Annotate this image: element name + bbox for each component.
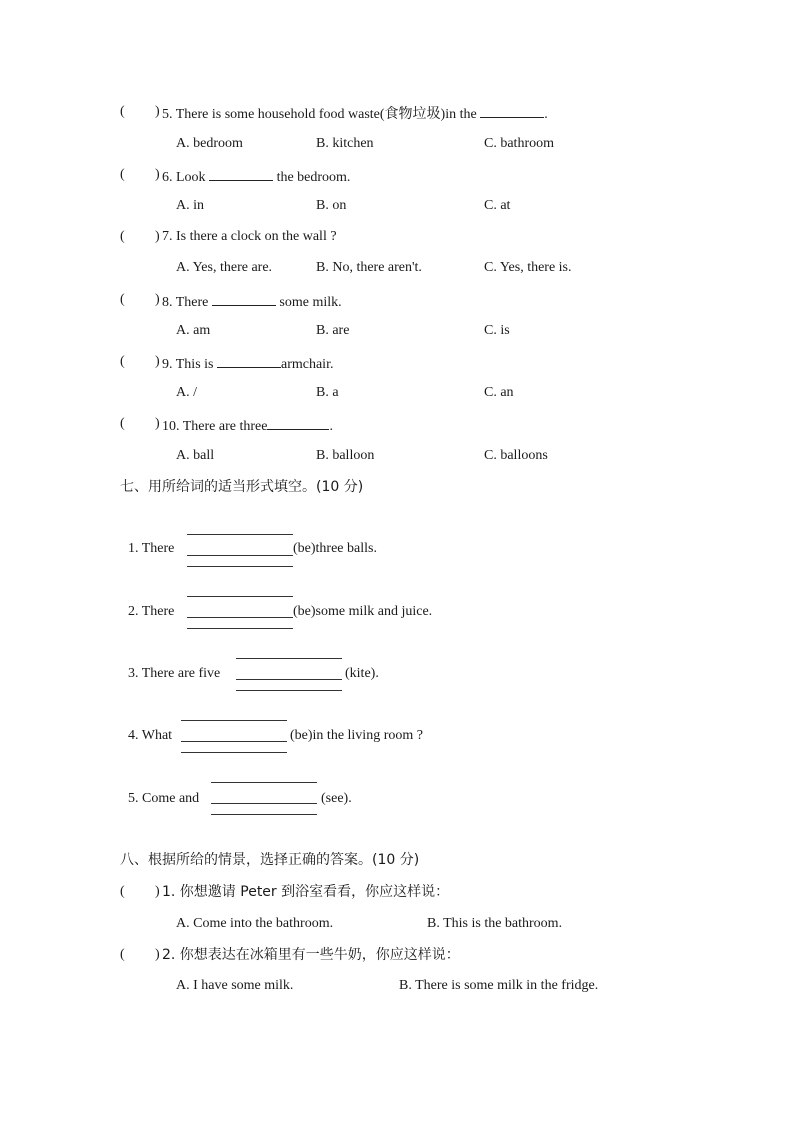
writing-guide-line — [236, 658, 342, 659]
stem-text: 10. There are three — [162, 419, 268, 434]
option-b[interactable]: B. a — [316, 385, 339, 400]
fill-item-prefix: 1. There — [128, 541, 175, 556]
stem-chinese-gloss: 食物垃圾 — [384, 106, 441, 122]
answer-bracket-close: ) — [155, 229, 160, 244]
option-c[interactable]: C. Yes, there is. — [484, 260, 572, 275]
question-stem — [162, 353, 333, 374]
option-b[interactable]: B. are — [316, 323, 350, 338]
answer-line[interactable] — [236, 679, 342, 680]
option-c[interactable]: C. at — [484, 198, 511, 213]
question-stem: 2. 你想表达在冰箱里有一些牛奶，你应这样说： — [162, 947, 460, 963]
stem-text-after: )in the — [440, 107, 477, 122]
fill-item-prefix: 2. There — [128, 604, 175, 619]
option-a[interactable]: A. in — [176, 198, 204, 213]
option-b[interactable]: B. on — [316, 198, 347, 213]
fill-blank[interactable] — [209, 166, 273, 181]
question-stem: 7. Is there a clock on the wall ? — [162, 229, 337, 244]
question-stem — [162, 415, 333, 436]
writing-guide-line — [236, 690, 342, 691]
fill-blank[interactable] — [480, 103, 544, 118]
question-stem — [162, 103, 548, 124]
answer-bracket-close: ) — [155, 104, 160, 119]
answer-bracket-close: ) — [155, 167, 160, 182]
stem-end: the bedroom. — [276, 170, 351, 185]
answer-line[interactable] — [187, 617, 293, 618]
stem-end: . — [544, 107, 548, 122]
writing-guide-line — [187, 534, 293, 535]
answer-line[interactable] — [187, 555, 293, 556]
option-c[interactable]: C. is — [484, 323, 510, 338]
stem-end: . — [329, 419, 333, 434]
option-b[interactable]: B. balloon — [316, 448, 375, 463]
answer-bracket-close: ) — [155, 292, 160, 307]
fill-item-prefix: 5. Come and — [128, 791, 200, 806]
option-a[interactable]: A. Yes, there are. — [176, 260, 273, 275]
option-a[interactable]: A. am — [176, 323, 211, 338]
answer-line[interactable] — [211, 803, 317, 804]
fill-item-suffix: (be)three balls. — [293, 541, 377, 556]
stem-text: 9. This is — [162, 357, 214, 372]
section-7-heading: 七、用所给词的适当形式填空。(10 分) — [120, 479, 364, 495]
fill-item-prefix: 4. What — [128, 728, 173, 743]
writing-guide-line — [181, 752, 287, 753]
answer-bracket-open: ( — [120, 167, 125, 182]
answer-bracket-open: ( — [120, 104, 125, 119]
answer-bracket-open: ( — [120, 947, 125, 962]
option-c[interactable]: C. an — [484, 385, 514, 400]
writing-guide-line — [211, 782, 317, 783]
fill-item-suffix: (be)in the living room ? — [290, 728, 423, 743]
answer-bracket-close: ) — [155, 354, 160, 369]
fill-item-suffix: (be)some milk and juice. — [293, 604, 433, 619]
answer-bracket-close: ) — [155, 416, 160, 431]
writing-guide-line — [187, 566, 293, 567]
stem-text: 5. There is some household food waste( — [162, 107, 385, 122]
question-stem — [162, 291, 342, 312]
question-stem — [162, 166, 350, 187]
option-a[interactable]: A. bedroom — [176, 136, 243, 151]
writing-guide-line — [211, 814, 317, 815]
fill-item-suffix: (kite). — [345, 666, 379, 681]
option-c[interactable]: C. balloons — [484, 448, 548, 463]
question-stem: 1. 你想邀请 Peter 到浴室看看，你应这样说： — [162, 884, 450, 900]
answer-bracket-close: ) — [155, 884, 160, 899]
section-8-heading: 八、根据所给的情景，选择正确的答案。(10 分) — [120, 852, 420, 868]
option-a[interactable]: A. I have some milk. — [176, 978, 294, 993]
option-b[interactable]: B. kitchen — [316, 136, 374, 151]
stem-text: 6. Look — [162, 170, 206, 185]
answer-line[interactable] — [181, 741, 287, 742]
option-a[interactable]: A. ball — [176, 448, 215, 463]
option-b[interactable]: B. There is some milk in the fridge. — [399, 978, 599, 993]
writing-guide-line — [187, 628, 293, 629]
writing-guide-line — [187, 596, 293, 597]
fill-blank[interactable] — [212, 291, 276, 306]
option-b[interactable]: B. No, there aren't. — [316, 260, 422, 275]
option-a[interactable]: A. / — [176, 385, 197, 400]
writing-guide-line — [181, 720, 287, 721]
fill-item-suffix: (see). — [321, 791, 352, 806]
answer-bracket-close: ) — [155, 947, 160, 962]
stem-end: some milk. — [279, 295, 342, 310]
option-a[interactable]: A. Come into the bathroom. — [176, 916, 334, 931]
answer-bracket-open: ( — [120, 416, 125, 431]
fill-blank[interactable] — [267, 415, 329, 430]
option-c[interactable]: C. bathroom — [484, 136, 554, 151]
answer-bracket-open: ( — [120, 292, 125, 307]
fill-item-prefix: 3. There are five — [128, 666, 221, 681]
answer-bracket-open: ( — [120, 884, 125, 899]
stem-end: armchair. — [280, 357, 334, 372]
answer-bracket-open: ( — [120, 354, 125, 369]
fill-blank[interactable] — [217, 353, 281, 368]
option-b[interactable]: B. This is the bathroom. — [427, 916, 563, 931]
answer-bracket-open: ( — [120, 229, 125, 244]
stem-text: 8. There — [162, 295, 209, 310]
